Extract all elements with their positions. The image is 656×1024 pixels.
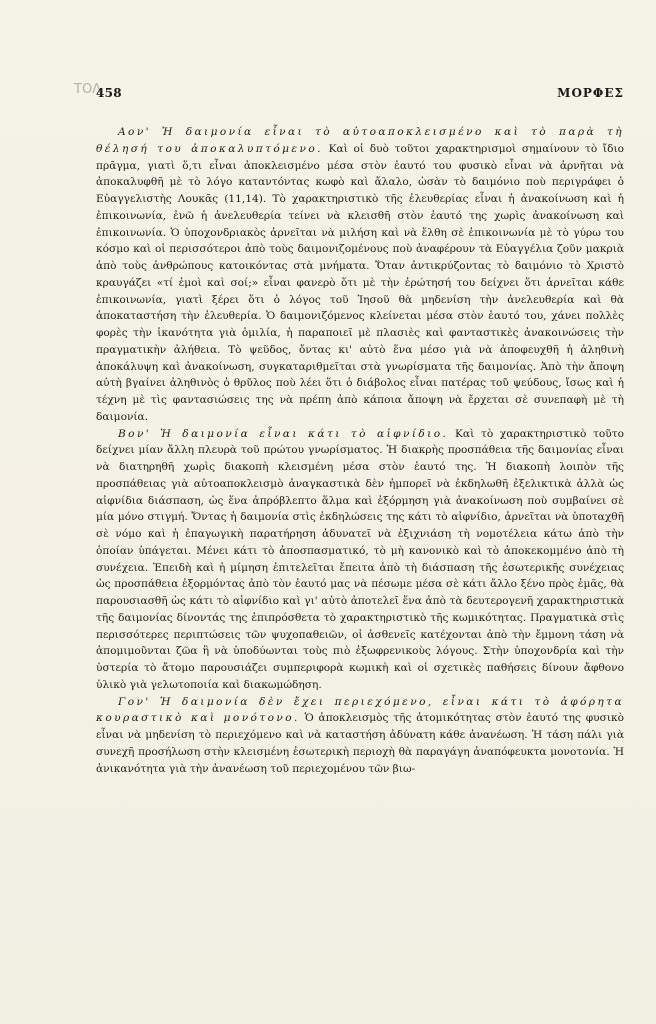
paragraph-a-lead: Αον' Ἡ δαιμονία εἶναι τὸ αὐτοαποκλεισμένο καὶ τὸ παρὰ τὴ θέλησή του ἀποκαλυπτόμενο. (96, 126, 624, 155)
paragraph-a (96, 124, 624, 426)
paragraph-c (96, 694, 624, 778)
page-header (96, 86, 624, 104)
body-text (96, 124, 624, 777)
paragraph-b-lead: Βον' Ἡ δαιμονία εἶναι κάτι τὸ αἰφνίδιο. (118, 427, 449, 440)
running-title: ΜΟΡΦΕΣ (557, 86, 624, 100)
page-number: 458 (96, 86, 122, 100)
library-stamp: ΤΟΛ (74, 82, 102, 97)
paragraph-c-lead: Γον' Ἡ δαιμονία δὲν ἔχει περιεχόμενο, εἶναι κάτι τὸ ἀφόρητα κουραστικὸ καὶ μονότονο. (96, 695, 624, 725)
paragraph-b-text: Καὶ τὸ χαρακτηριστικὸ τοῦτο δείχνει μίαν ἄλλη πλευρὰ τοῦ πρώτου γνωρίσματος. Ἡ διακρὴς προσπάθεια τῆς δαιμονίας εἶναι νὰ διατηρηθῆ χωρὶς διακοπὴ κλεισμένη μέσα στὸν ἑαυτό της. Ἡ διακοπὴ λοιπὸν τῆς προσπάθειας γιὰ αὐτοαποκλεισμὸ ἀναγκαστικὰ δὲν ἠμπορεῖ νὰ ἐκδηλωθῆ ἐξελικτικὰ ἀλλὰ ὡς αἰφνίδια διάσπαση, ὡς ἕνα ἀπρόβλεπτο ἅλμα καὶ ἐξόρμηση γιὰ ἀνακοίνωση ποὺ συμβαίνει σὲ μία μόνο στιγμή. Ὄντας ἡ δαιμονία στὶς ἐκδηλώσεις της κάτι τὸ αἰφνίδιο, ἀρνεῖται νὰ ὑποταχθῆ σὲ νόμο καὶ ἡ ἐπαγωγικὴ παρατήρηση ἀδυνατεῖ νὰ ἐξιχνιάση τὴ νομοτέλεια κάτω ἀπὸ τὴν ὁποίαν ὑπάγεται. Μένει κάτι τὸ ἀποσπασματικό, τὸ μὴ κανονικὸ καὶ τὸ ἀποκεκομμένο ἀπὸ τὴ συνέχεια. Ἐπειδὴ καὶ ἡ μίμηση ἐπιτελεῖται ἔπειτα ἀπὸ τὴ διάσπαση τῆς ἐσωτερικῆς συνέχειας ὡς προσπάθεια ἐξορμόντας ἀπὸ τὸν ἑαυτό μας νὰ πέσωμε μέσα σὲ κάτι ἄλλο ξένο πρὸς ἐμᾶς, θὰ παρουσιασθῆ ὡς κάτι τὸ αἰφνίδιο καὶ γι' αὐτὸ ἀποτελεῖ ἕνα ἀπὸ τὰ δευτερογενῆ χαρακτηριστικὰ τῆς δαιμονίας δίνοντάς της ἐπιπρόσθετα τὸ χαρακτηριστικὸ τῆς κωμικότητας. Πραγματικὰ στὶς περισσότερες περιπτώσεις τῶν ψυχοπαθειῶν, οἱ ἀσθενεῖς κατέχονται ἀπὸ τὴν ἔμμονη τάση νὰ ἀπομιμοῦνται ζῶα ἢ νὰ ὑποδύωνται τοὺς πιὸ ἐξωφρενικοὺς λόγους. Στὴν ὑποχονδρία καὶ τὴν ὑστερία τὸ ἄτομο παρουσιάζει συμπεριφορὰ κωμικὴ καὶ οἱ σχετικὲς παθήσεις δίνουν ἄφθονο ὑλικὸ γιὰ γελωτοποιία καὶ διακωμώδηση. (96, 427, 624, 691)
paragraph-b (96, 426, 624, 694)
paragraph-c-text: Ὁ ἀποκλεισμὸς τῆς ἀτομικότητας στὸν ἑαυτό της φυσικὸ εἶναι νὰ μηδενίση τὸ περιεχόμενο καὶ νὰ καταστήση ἀδύνατη κάθε ἀνανέωση. Ἡ τάση πάλι γιὰ συνεχῆ προσήλωση στὴν κλεισμένη ἐσωτερικὴ περιοχὴ θὰ παραγάγη ἀναπόφευκτα μονοτονία. Ἡ ἀνικανότητα γιὰ τὴν ἀνανέωση τοῦ περιεχομένου τῶν βιω- (96, 712, 625, 775)
paragraph-a-text: Καὶ οἱ δυὸ τοῦτοι χαρακτηρισμοὶ σημαίνουν τὸ ἴδιο πρᾶγμα, γιατὶ ὅ,τι εἶναι ἀποκλεισμένο μέσα στὸν ἑαυτό του φυσικὸ εἶναι νὰ ἀρνῆται νὰ ἀποκαλυφθῆ μὲ τὸ λόγο καταντόντας κωφὸ καὶ ἄλαλο, ὡσὰν τὸ δαιμόνιο ποὺ περιγράφει ὁ Εὐαγγελιστὴς Λουκᾶς (11,14). Τὸ χαρακτηριστικὸ τῆς ἐλευθερίας εἶναι ἡ ἀνακοίνωση καὶ ἡ ἐπικοινωνία, ἐνῶ ἡ ἀνελευθερία τείνει νὰ κλεισθῆ στὸν ἑαυτό της χωρὶς ἀνακοίνωση καὶ ἐπικοινωνία. Ὁ ὑποχονδριακὸς ἀρνεῖται νὰ μιλήση καὶ νὰ ἔλθη σὲ ἐπικοινωνία μὲ τὸ γύρω του κόσμο καὶ οἱ περισσότεροι ἀπὸ τοὺς δαιμονιζομένους ποὺ ἀναφέρουν τὰ Εὐαγγέλια ζοῦν μακριὰ ἀπὸ τοὺς ἀνθρώπους κατοικόντας στὰ μνήματα. Ὅταν ἀντικρύζοντας τὸ δαιμόνιο τὸ Χριστὸ κραυγάζει «τί ἐμοὶ καὶ σοί;» εἶναι φανερὸ ὅτι μὲ τὴν ἐρώτησή του δείχνει ὅτι ἀρνεῖται κάθε ἐπικοινωνία, γιατὶ ξέρει ὅτι ὁ λόγος τοῦ Ἰησοῦ θὰ μηδενίση τὴν ἀνελευθερία καὶ θὰ ἀποκαταστήση τὴν ἐλευθερία. Ὁ δαιμονιζόμενος κλείνεται μέσα στὸν ἑαυτό του, χάνει πολλὲς φορὲς τὴν ἱκανότητα γιὰ ὁμιλία, ἡ παραποιεῖ μὲ πλασιὲς καὶ φανταστικὲς ἀνακοινώσεις τὴν πραγματικὴν ἀλήθεια. Τὸ ψεῦδος, ὄντας κι' αὐτὸ ἕνα μέσο γιὰ νὰ ἀποφευχθῆ ἡ ἀληθινὴ ἀποκάλυψη καὶ ἀνακοίνωση, συγκαταριθμεῖται στὰ γνωρίσματα τῆς δαιμονίας. Ἀπὸ τὴν ἄποψη αὐτὴ βγαίνει ἀληθινὸς ὁ θρῦλος ποὺ λέει ὅτι ὁ διάβολος εἶναι πατέρας τοῦ ψεύδους, ἴσως καὶ ἡ τέχνη μὲ τὶς φαντασιώσεις της νὰ πρέπη ἀπὸ κάποια ἄποψη νὰ ἔρχεται σὲ συνεπαφὴ μὲ τὴ δαιμονία. (96, 142, 624, 423)
